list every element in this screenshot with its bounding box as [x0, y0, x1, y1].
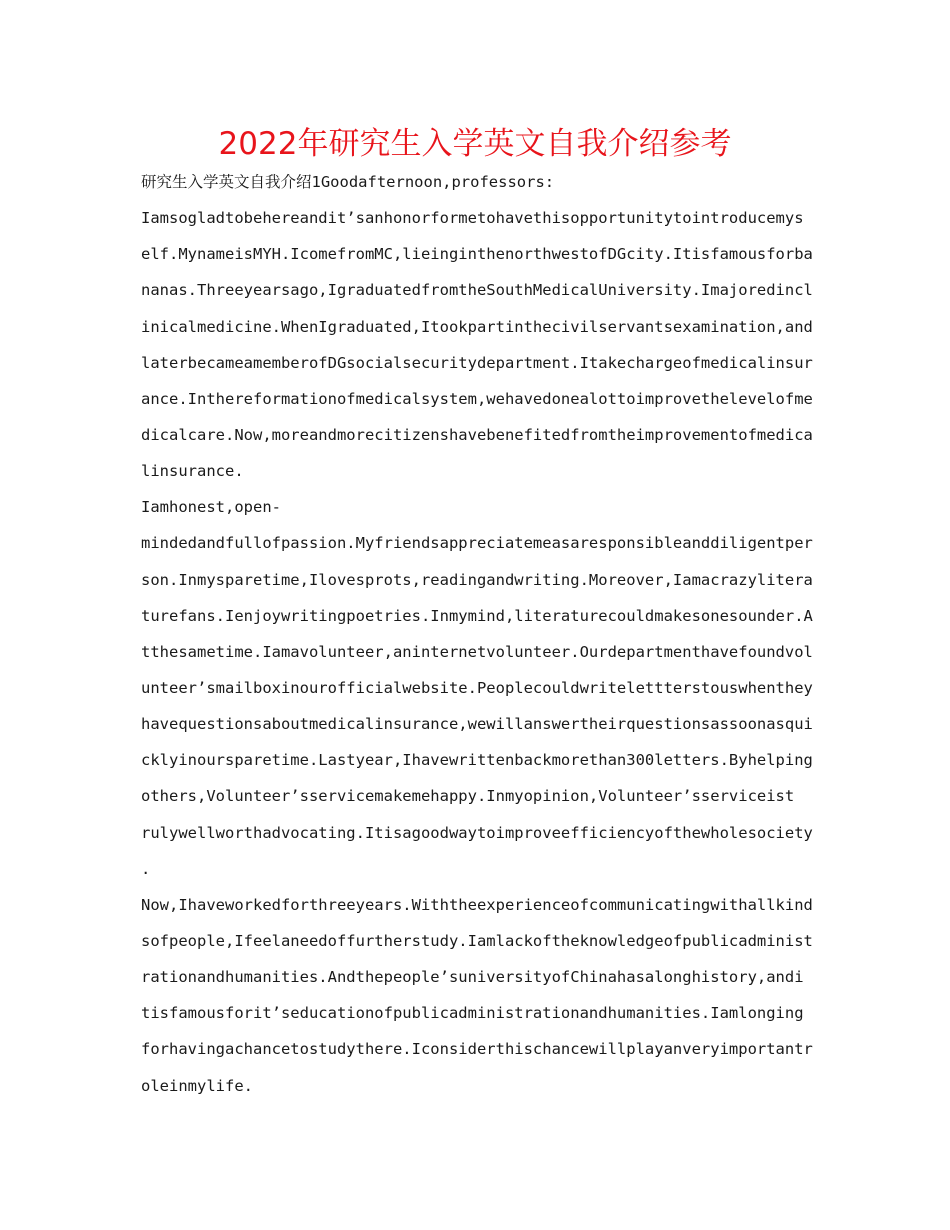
- text-line: laterbecameamemberofDGsocialsecuritydepartment.Itakechargeofmedicalinsur: [141, 353, 813, 372]
- text-line: son.Inmysparetime,Ilovesprots,readingandwriting.Moreover,Iamacrazylitera: [141, 570, 813, 589]
- document-title: 2022年研究生入学英文自我介绍参考: [218, 126, 732, 162]
- text-line: elf.MynameisMYH.IcomefromMC,lieinginthenorthwestofDGcity.Itisfamousforba: [141, 245, 813, 264]
- text-line: rulywellworthadvocating.Itisagoodwaytoimproveefficiencyofthewholesociety: [141, 823, 813, 842]
- text-line: tthesametime.Iamavolunteer,aninternetvolunteer.Ourdepartmenthavefoundvol: [141, 642, 813, 661]
- text-line: turefans.Ienjoywritingpoetries.Inmymind,literaturecouldmakesonesounder.A: [141, 606, 813, 625]
- text-line: cklyinoursparetime.Lastyear,Ihavewrittenbackmorethan300letters.Byhelping: [141, 751, 813, 770]
- text-line: 研究生入学英文自我介绍1Goodafternoon,professors:: [141, 173, 555, 191]
- document-body: [141, 164, 813, 1104]
- text-line: unteer’smailboxinourofficialwebsite.Peoplecouldwritelettterstouswhenthey: [141, 678, 813, 697]
- text-line: Iamsogladtobehereandit’sanhonorformetohavethisopportunitytointroducemys: [141, 209, 804, 228]
- text-line: nanas.Threeyearsago,IgraduatedfromtheSouthMedicalUniversity.Imajoredincl: [141, 281, 813, 300]
- text-line: .: [141, 859, 151, 878]
- text-line: ance.Inthereformationofmedicalsystem,wehavedonealottoimprovethelevelofme: [141, 389, 813, 408]
- text-line: sofpeople,Ifeelaneedoffurtherstudy.Iamlackoftheknowledgeofpublicadminist: [141, 931, 813, 950]
- text-line: others,Volunteer’sservicemakemehappy.Inmyopinion,Volunteer’sserviceist: [141, 787, 795, 806]
- text-line: forhavingachancetostudythere.Iconsiderthischancewillplayanveryimportantr: [141, 1040, 813, 1059]
- text-line: tisfamousforit’seducationofpublicadministrationandhumanities.Iamlonging: [141, 1004, 804, 1023]
- text-line: inicalmedicine.WhenIgraduated,Itookpartinthecivilservantsexamination,and: [141, 317, 813, 336]
- text-line: dicalcare.Now,moreandmorecitizenshavebenefitedfromtheimprovementofmedica: [141, 425, 813, 444]
- text-line: mindedandfullofpassion.Myfriendsappreciatemeasaresponsibleanddiligentper: [141, 534, 813, 553]
- text-line: rationandhumanities.Andthepeople’suniversityofChinahasalonghistory,andi: [141, 968, 804, 987]
- text-line: havequestionsaboutmedicalinsurance,wewillanswertheirquestionsassoonasqui: [141, 715, 813, 734]
- text-line: Now,Ihaveworkedforthreeyears.Withtheexperienceofcommunicatingwithallkind: [141, 895, 813, 914]
- text-line: oleinmylife.: [141, 1076, 253, 1095]
- text-line: linsurance.: [141, 462, 244, 481]
- text-line: Iamhonest,open-: [141, 498, 281, 517]
